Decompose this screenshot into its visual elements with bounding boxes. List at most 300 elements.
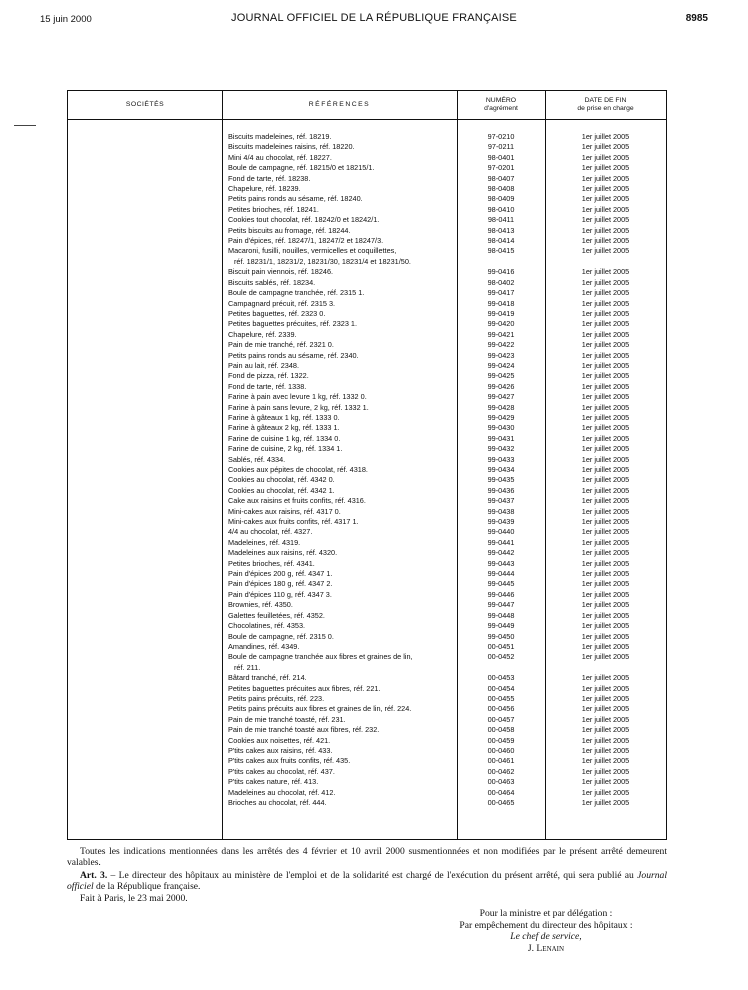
table-row xyxy=(68,444,666,454)
row-numero: 99-0445 xyxy=(487,579,515,589)
row-reference xyxy=(228,684,460,694)
row-numero: 99-0438 xyxy=(487,506,515,516)
row-numero: 99-0434 xyxy=(487,465,515,475)
row-reference-text: Petits pains ronds au sésame, réf. 18240. xyxy=(228,194,363,204)
header-references: RÉFÉRENCES xyxy=(308,101,371,108)
row-reference xyxy=(228,767,460,777)
row-date: 1er juillet 2005 xyxy=(581,621,630,631)
row-reference-text: Amandines, réf. 4349. xyxy=(228,641,300,651)
table-row xyxy=(68,163,666,173)
row-date: 1er juillet 2005 xyxy=(581,496,630,506)
paragraph-validity: Toutes les indications mentionnées dans les arrêtés des 4 février et 10 avril 2000 susmentionnées et non modifiées par le présent arrêté demeurent valables. xyxy=(67,846,667,869)
row-reference xyxy=(228,600,460,610)
row-numero: 99-0421 xyxy=(487,329,515,339)
row-date: 1er juillet 2005 xyxy=(581,527,630,537)
journal-officiel-italic: Journal officiel xyxy=(67,870,667,893)
row-numero: 99-0449 xyxy=(487,621,515,631)
row-reference xyxy=(228,642,460,652)
row-date: 1er juillet 2005 xyxy=(581,308,630,318)
table-row xyxy=(68,194,666,204)
row-reference-text: Boule de campagne, réf. 18215/0 et 18215/1. xyxy=(228,163,375,173)
table-row xyxy=(68,434,666,444)
table-row xyxy=(68,486,666,496)
row-reference-text: Pain de mie tranché toasté aux fibres, réf. 232. xyxy=(228,725,380,735)
paragraph-article-3 xyxy=(67,870,667,893)
table-row xyxy=(68,569,666,579)
row-date: 1er juillet 2005 xyxy=(581,766,630,776)
row-numero: 99-0444 xyxy=(487,569,515,579)
row-numero: 00-0456 xyxy=(487,704,515,714)
row-reference-text: Brownies, réf. 4350. xyxy=(228,600,293,610)
row-reference-text: Madeleines, réf. 4319. xyxy=(228,537,301,547)
header-numero-line1: NUMÉRO xyxy=(485,97,517,104)
row-reference-text: Cake aux raisins et fruits confits, réf. 4316. xyxy=(228,496,366,506)
row-numero: 00-0460 xyxy=(487,746,515,755)
table-row xyxy=(68,600,666,610)
row-reference-text: Boule de campagne tranchée aux fibres et graines de lin, xyxy=(228,652,413,662)
row-date: 1er juillet 2005 xyxy=(581,173,630,183)
row-reference xyxy=(228,299,460,309)
row-numero: 99-0419 xyxy=(487,308,515,318)
table-row xyxy=(68,288,666,298)
row-reference xyxy=(228,507,460,517)
row-numero: 98-0411 xyxy=(487,215,515,225)
row-numero: 99-0439 xyxy=(487,517,515,527)
row-reference-text: Sablés, réf. 4334. xyxy=(228,454,286,464)
table-row xyxy=(68,590,666,600)
row-numero: 00-0465 xyxy=(487,798,515,808)
approval-table xyxy=(67,90,667,840)
table-row xyxy=(68,340,666,350)
row-date: 1er juillet 2005 xyxy=(581,163,630,173)
row-reference xyxy=(228,403,460,413)
row-reference-text: Farine de cuisine, 2 kg, réf. 1334 1. xyxy=(228,444,343,454)
journal-title: JOURNAL OFFICIEL DE LA RÉPUBLIQUE FRANÇAISE xyxy=(231,12,517,24)
table-row xyxy=(68,632,666,642)
row-reference xyxy=(228,142,460,152)
row-date: 1er juillet 2005 xyxy=(581,725,630,735)
row-date: 1er juillet 2005 xyxy=(581,517,630,527)
table-row xyxy=(68,299,666,309)
table-header xyxy=(68,91,666,120)
row-reference-text: Biscuits madeleines, réf. 18219. xyxy=(228,132,332,141)
row-numero: 99-0428 xyxy=(487,402,515,412)
table-row xyxy=(68,413,666,423)
row-numero: 98-0414 xyxy=(487,236,515,246)
row-date: 1er juillet 2005 xyxy=(581,298,630,308)
row-date: 1er juillet 2005 xyxy=(581,485,630,495)
row-reference xyxy=(228,788,460,798)
issue-date: 15 juin 2000 xyxy=(40,14,92,25)
row-numero: 99-0417 xyxy=(487,288,515,298)
row-date: 1er juillet 2005 xyxy=(581,392,630,402)
row-reference-text: Farine à pain sans levure, 2 kg, réf. 1332 1. xyxy=(228,402,369,412)
table-row xyxy=(68,351,666,361)
row-reference-text: P'tits cakes nature, réf. 413. xyxy=(228,777,319,787)
row-numero: 98-0410 xyxy=(487,204,515,214)
row-reference xyxy=(228,652,460,673)
table-row xyxy=(68,465,666,475)
table-row xyxy=(68,236,666,246)
row-date: 1er juillet 2005 xyxy=(581,433,630,443)
row-numero: 99-0448 xyxy=(487,610,515,620)
row-reference xyxy=(228,756,460,766)
row-date: 1er juillet 2005 xyxy=(581,204,630,214)
row-reference-text: Galettes feuilletées, réf. 4352. xyxy=(228,610,325,620)
row-reference xyxy=(228,163,460,173)
row-reference-text: Petits biscuits au fromage, réf. 18244. xyxy=(228,225,351,235)
row-reference-text: Madeleines au chocolat, réf. 412. xyxy=(228,787,336,797)
row-numero: 00-0452 xyxy=(487,652,515,662)
row-numero: 99-0437 xyxy=(487,496,515,506)
row-numero: 98-0413 xyxy=(487,225,515,235)
row-numero: 00-0454 xyxy=(487,683,515,693)
header-date-line2: de prise en charge xyxy=(577,105,634,112)
row-numero: 98-0408 xyxy=(487,184,515,194)
table-row xyxy=(68,725,666,735)
row-date: 1er juillet 2005 xyxy=(581,652,630,662)
row-numero: 99-0423 xyxy=(487,350,515,360)
table-row xyxy=(68,153,666,163)
table-row xyxy=(68,652,666,673)
table-row xyxy=(68,371,666,381)
table-row xyxy=(68,267,666,277)
row-reference xyxy=(228,475,460,485)
row-numero: 99-0436 xyxy=(487,485,515,495)
row-reference-text: Petits pains ronds au sésame, réf. 2340. xyxy=(228,350,359,360)
article-text-b: de la République française. xyxy=(93,881,201,893)
row-reference-text: Petites brioches, réf. 4341. xyxy=(228,558,315,568)
row-reference-text: Pain de mie tranché, réf. 2321 0. xyxy=(228,340,334,350)
row-reference xyxy=(228,236,460,246)
row-reference xyxy=(228,579,460,589)
row-numero: 00-0463 xyxy=(487,777,515,787)
row-numero: 99-0420 xyxy=(487,319,515,329)
row-date: 1er juillet 2005 xyxy=(581,444,630,454)
row-date: 1er juillet 2005 xyxy=(581,360,630,370)
table-row xyxy=(68,132,666,142)
table-row xyxy=(68,330,666,340)
row-reference-text: Petites baguettes, réf. 2323 0. xyxy=(228,308,326,318)
table-row xyxy=(68,215,666,225)
row-reference xyxy=(228,351,460,361)
row-numero: 00-0453 xyxy=(487,673,515,683)
row-reference-text: P'tits cakes aux raisins, réf. 433. xyxy=(228,746,333,755)
table-row xyxy=(68,382,666,392)
row-numero: 00-0457 xyxy=(487,714,515,724)
row-reference xyxy=(228,205,460,215)
row-reference xyxy=(228,798,460,808)
row-date: 1er juillet 2005 xyxy=(581,329,630,339)
article-label: Art. 3. xyxy=(80,870,108,881)
row-date: 1er juillet 2005 xyxy=(581,558,630,568)
row-reference-text: Chocolatines, réf. 4353. xyxy=(228,621,306,631)
page-number: 8985 xyxy=(685,13,708,24)
table-row xyxy=(68,496,666,506)
row-reference-text: Farine de cuisine 1 kg, réf. 1334 0. xyxy=(228,433,341,443)
table-row xyxy=(68,361,666,371)
table-row xyxy=(68,517,666,527)
row-date: 1er juillet 2005 xyxy=(581,381,630,391)
row-reference-text: Pain d'épices 180 g, réf. 4347 2. xyxy=(228,579,333,589)
row-reference-text: Boule de campagne, réf. 2315 0. xyxy=(228,631,334,641)
row-reference xyxy=(228,725,460,735)
row-reference-text: Cookies aux pépites de chocolat, réf. 4318. xyxy=(228,465,368,475)
row-reference-text: Cookies au chocolat, réf. 4342 0. xyxy=(228,475,335,485)
signature-name: J. Lenain xyxy=(527,942,565,954)
row-date: 1er juillet 2005 xyxy=(581,225,630,235)
margin-mark xyxy=(14,125,36,126)
row-numero: 97-0211 xyxy=(487,142,515,152)
row-reference-text: Mini 4/4 au chocolat, réf. 18227. xyxy=(228,152,332,162)
header-numero xyxy=(457,97,545,113)
fait-a-paris: Fait à Paris, le 23 mai 2000. xyxy=(80,893,188,904)
row-reference xyxy=(228,455,460,465)
row-numero: 98-0402 xyxy=(487,277,515,287)
row-numero: 98-0401 xyxy=(487,152,515,162)
row-numero: 98-0409 xyxy=(487,194,515,204)
row-date: 1er juillet 2005 xyxy=(581,631,630,641)
table-row xyxy=(68,756,666,766)
row-reference xyxy=(228,673,460,683)
row-date: 1er juillet 2005 xyxy=(581,569,630,579)
row-reference xyxy=(228,434,460,444)
row-reference-text: Madeleines aux raisins, réf. 4320. xyxy=(228,548,338,558)
row-numero: 99-0424 xyxy=(487,360,515,370)
table-row xyxy=(68,798,666,808)
table-row xyxy=(68,673,666,683)
row-numero: 99-0442 xyxy=(487,548,515,558)
row-reference-text: Fond de pizza, réf. 1322. xyxy=(228,371,309,381)
row-date: 1er juillet 2005 xyxy=(581,350,630,360)
table-row xyxy=(68,423,666,433)
row-numero: 98-0415 xyxy=(487,246,515,256)
row-date: 1er juillet 2005 xyxy=(581,693,630,703)
row-reference xyxy=(228,382,460,392)
row-reference xyxy=(228,736,460,746)
row-reference xyxy=(228,704,460,714)
row-date: 1er juillet 2005 xyxy=(581,340,630,350)
row-numero: 99-0450 xyxy=(487,631,515,641)
row-date: 1er juillet 2005 xyxy=(581,194,630,204)
row-reference xyxy=(228,569,460,579)
row-numero: 99-0425 xyxy=(487,371,515,381)
row-reference-continuation: réf. 211. xyxy=(234,662,261,672)
header-date-line1: DATE DE FIN xyxy=(584,97,627,104)
table-row xyxy=(68,142,666,152)
row-date: 1er juillet 2005 xyxy=(581,641,630,651)
row-date: 1er juillet 2005 xyxy=(581,371,630,381)
table-row xyxy=(68,559,666,569)
row-date: 1er juillet 2005 xyxy=(581,277,630,287)
row-numero: 00-0458 xyxy=(487,725,515,735)
row-reference-text: Farine à pain avec levure 1 kg, réf. 1332 0. xyxy=(228,392,367,402)
table-row xyxy=(68,246,666,267)
row-date: 1er juillet 2005 xyxy=(581,548,630,558)
row-numero: 99-0432 xyxy=(487,444,515,454)
row-numero: 99-0440 xyxy=(487,527,515,537)
table-row xyxy=(68,746,666,756)
row-numero: 99-0433 xyxy=(487,454,515,464)
table-row xyxy=(68,579,666,589)
row-reference xyxy=(228,215,460,225)
row-date: 1er juillet 2005 xyxy=(581,589,630,599)
row-date: 1er juillet 2005 xyxy=(581,465,630,475)
row-reference xyxy=(228,226,460,236)
row-numero: 97-0210 xyxy=(487,132,515,141)
row-reference-text: Petites baguettes précuites aux fibres, réf. 221. xyxy=(228,683,381,693)
table-body xyxy=(68,132,666,808)
row-reference-text: Mini-cakes aux raisins, réf. 4317 0. xyxy=(228,506,341,516)
table-row xyxy=(68,507,666,517)
row-reference-text: P'tits cakes aux fruits confits, réf. 435. xyxy=(228,756,351,766)
row-date: 1er juillet 2005 xyxy=(581,423,630,433)
row-date: 1er juillet 2005 xyxy=(581,537,630,547)
row-reference-text: Pain au lait, réf. 2348. xyxy=(228,360,299,370)
row-reference xyxy=(228,590,460,600)
row-date: 1er juillet 2005 xyxy=(581,246,630,256)
row-reference xyxy=(228,267,460,277)
row-numero: 00-0464 xyxy=(487,787,515,797)
row-numero: 99-0429 xyxy=(487,412,515,422)
table-row xyxy=(68,278,666,288)
row-reference-text: P'tits cakes au chocolat, réf. 437. xyxy=(228,766,335,776)
row-date: 1er juillet 2005 xyxy=(581,735,630,745)
row-reference xyxy=(228,746,460,756)
table-row xyxy=(68,642,666,652)
row-date: 1er juillet 2005 xyxy=(581,579,630,589)
row-numero: 00-0461 xyxy=(487,756,515,766)
signature-line1: Pour la ministre et par délégation : xyxy=(479,908,613,919)
row-reference-text: Pain de mie tranché toasté, réf. 231. xyxy=(228,714,346,724)
row-date: 1er juillet 2005 xyxy=(581,798,630,808)
row-reference-text: Fond de tarte, réf. 18238. xyxy=(228,173,311,183)
row-reference xyxy=(228,444,460,454)
row-numero: 00-0451 xyxy=(487,641,515,651)
row-reference-text: Biscuits madeleines raisins, réf. 18220. xyxy=(228,142,355,152)
row-reference-text: 4/4 au chocolat, réf. 4327. xyxy=(228,527,313,537)
row-reference-text: Brioches au chocolat, réf. 444. xyxy=(228,798,327,808)
row-reference-text: Campagnard précuit, réf. 2315 3. xyxy=(228,298,336,308)
row-numero: 99-0441 xyxy=(487,537,515,547)
row-date: 1er juillet 2005 xyxy=(581,787,630,797)
row-reference-text: Pain d'épices 200 g, réf. 4347 1. xyxy=(228,569,333,579)
row-reference xyxy=(228,174,460,184)
row-reference-text: Biscuits sablés, réf. 18234. xyxy=(228,277,316,287)
table-row xyxy=(68,475,666,485)
row-reference xyxy=(228,694,460,704)
row-reference-text: Biscuit pain viennois, réf. 18246. xyxy=(228,267,334,277)
row-reference xyxy=(228,246,460,267)
row-date: 1er juillet 2005 xyxy=(581,215,630,225)
row-reference xyxy=(228,486,460,496)
row-numero: 99-0447 xyxy=(487,600,515,610)
table-row xyxy=(68,226,666,236)
row-date: 1er juillet 2005 xyxy=(581,746,630,755)
table-row xyxy=(68,767,666,777)
table-row xyxy=(68,684,666,694)
row-reference-text: Petites baguettes précuites, réf. 2323 1. xyxy=(228,319,357,329)
table-row xyxy=(68,694,666,704)
row-reference xyxy=(228,465,460,475)
row-date: 1er juillet 2005 xyxy=(581,412,630,422)
row-reference-text: Bâtard tranché, réf. 214. xyxy=(228,673,307,683)
row-date: 1er juillet 2005 xyxy=(581,673,630,683)
row-numero: 99-0443 xyxy=(487,558,515,568)
row-date: 1er juillet 2005 xyxy=(581,288,630,298)
row-reference xyxy=(228,194,460,204)
row-numero: 99-0416 xyxy=(487,267,515,277)
row-reference xyxy=(228,423,460,433)
table-row xyxy=(68,205,666,215)
row-numero: 98-0407 xyxy=(487,173,515,183)
signature-line3: Le chef de service, xyxy=(510,931,582,943)
row-reference xyxy=(228,517,460,527)
row-numero: 00-0462 xyxy=(487,766,515,776)
row-date: 1er juillet 2005 xyxy=(581,267,630,277)
table-row xyxy=(68,548,666,558)
row-date: 1er juillet 2005 xyxy=(581,152,630,162)
row-reference xyxy=(228,413,460,423)
row-reference xyxy=(228,621,460,631)
row-reference-text: Macaroni, fusilli, nouilles, vermicelles et coquillettes, xyxy=(228,246,397,256)
row-reference xyxy=(228,496,460,506)
row-reference xyxy=(228,777,460,787)
table-row xyxy=(68,777,666,787)
table-row xyxy=(68,455,666,465)
row-numero: 99-0422 xyxy=(487,340,515,350)
row-reference xyxy=(228,559,460,569)
header-numero-line2: d'agrément xyxy=(484,105,518,112)
row-numero: 97-0201 xyxy=(487,163,515,173)
row-reference xyxy=(228,288,460,298)
table-row xyxy=(68,715,666,725)
table-row xyxy=(68,527,666,537)
row-reference xyxy=(228,548,460,558)
row-reference xyxy=(228,319,460,329)
header-date xyxy=(545,97,666,113)
header-societes: SOCIÉTÉS xyxy=(125,101,165,108)
table-row xyxy=(68,174,666,184)
page-header xyxy=(40,12,708,28)
table-row xyxy=(68,538,666,548)
table-row xyxy=(68,611,666,621)
row-reference-text: Farine à gâteaux 2 kg, réf. 1333 1. xyxy=(228,423,340,433)
row-reference xyxy=(228,184,460,194)
row-reference-text: Chapelure, réf. 2339. xyxy=(228,329,297,339)
table-row xyxy=(68,319,666,329)
row-reference xyxy=(228,309,460,319)
row-numero: 99-0435 xyxy=(487,475,515,485)
row-reference-text: Cookies au chocolat, réf. 4342 1. xyxy=(228,485,335,495)
row-date: 1er juillet 2005 xyxy=(581,777,630,787)
row-date: 1er juillet 2005 xyxy=(581,454,630,464)
row-date: 1er juillet 2005 xyxy=(581,142,630,152)
row-reference xyxy=(228,611,460,621)
row-reference-text: Chapelure, réf. 18239. xyxy=(228,184,301,194)
row-reference-text: Farine à gâteaux 1 kg, réf. 1333 0. xyxy=(228,412,340,422)
row-reference xyxy=(228,715,460,725)
row-numero: 99-0431 xyxy=(487,433,515,443)
row-date: 1er juillet 2005 xyxy=(581,600,630,610)
row-reference xyxy=(228,132,460,142)
row-reference-text: Fond de tarte, réf. 1338. xyxy=(228,381,307,391)
row-date: 1er juillet 2005 xyxy=(581,704,630,714)
table-row xyxy=(68,736,666,746)
row-reference xyxy=(228,632,460,642)
table-row xyxy=(68,392,666,402)
row-numero: 99-0418 xyxy=(487,298,515,308)
